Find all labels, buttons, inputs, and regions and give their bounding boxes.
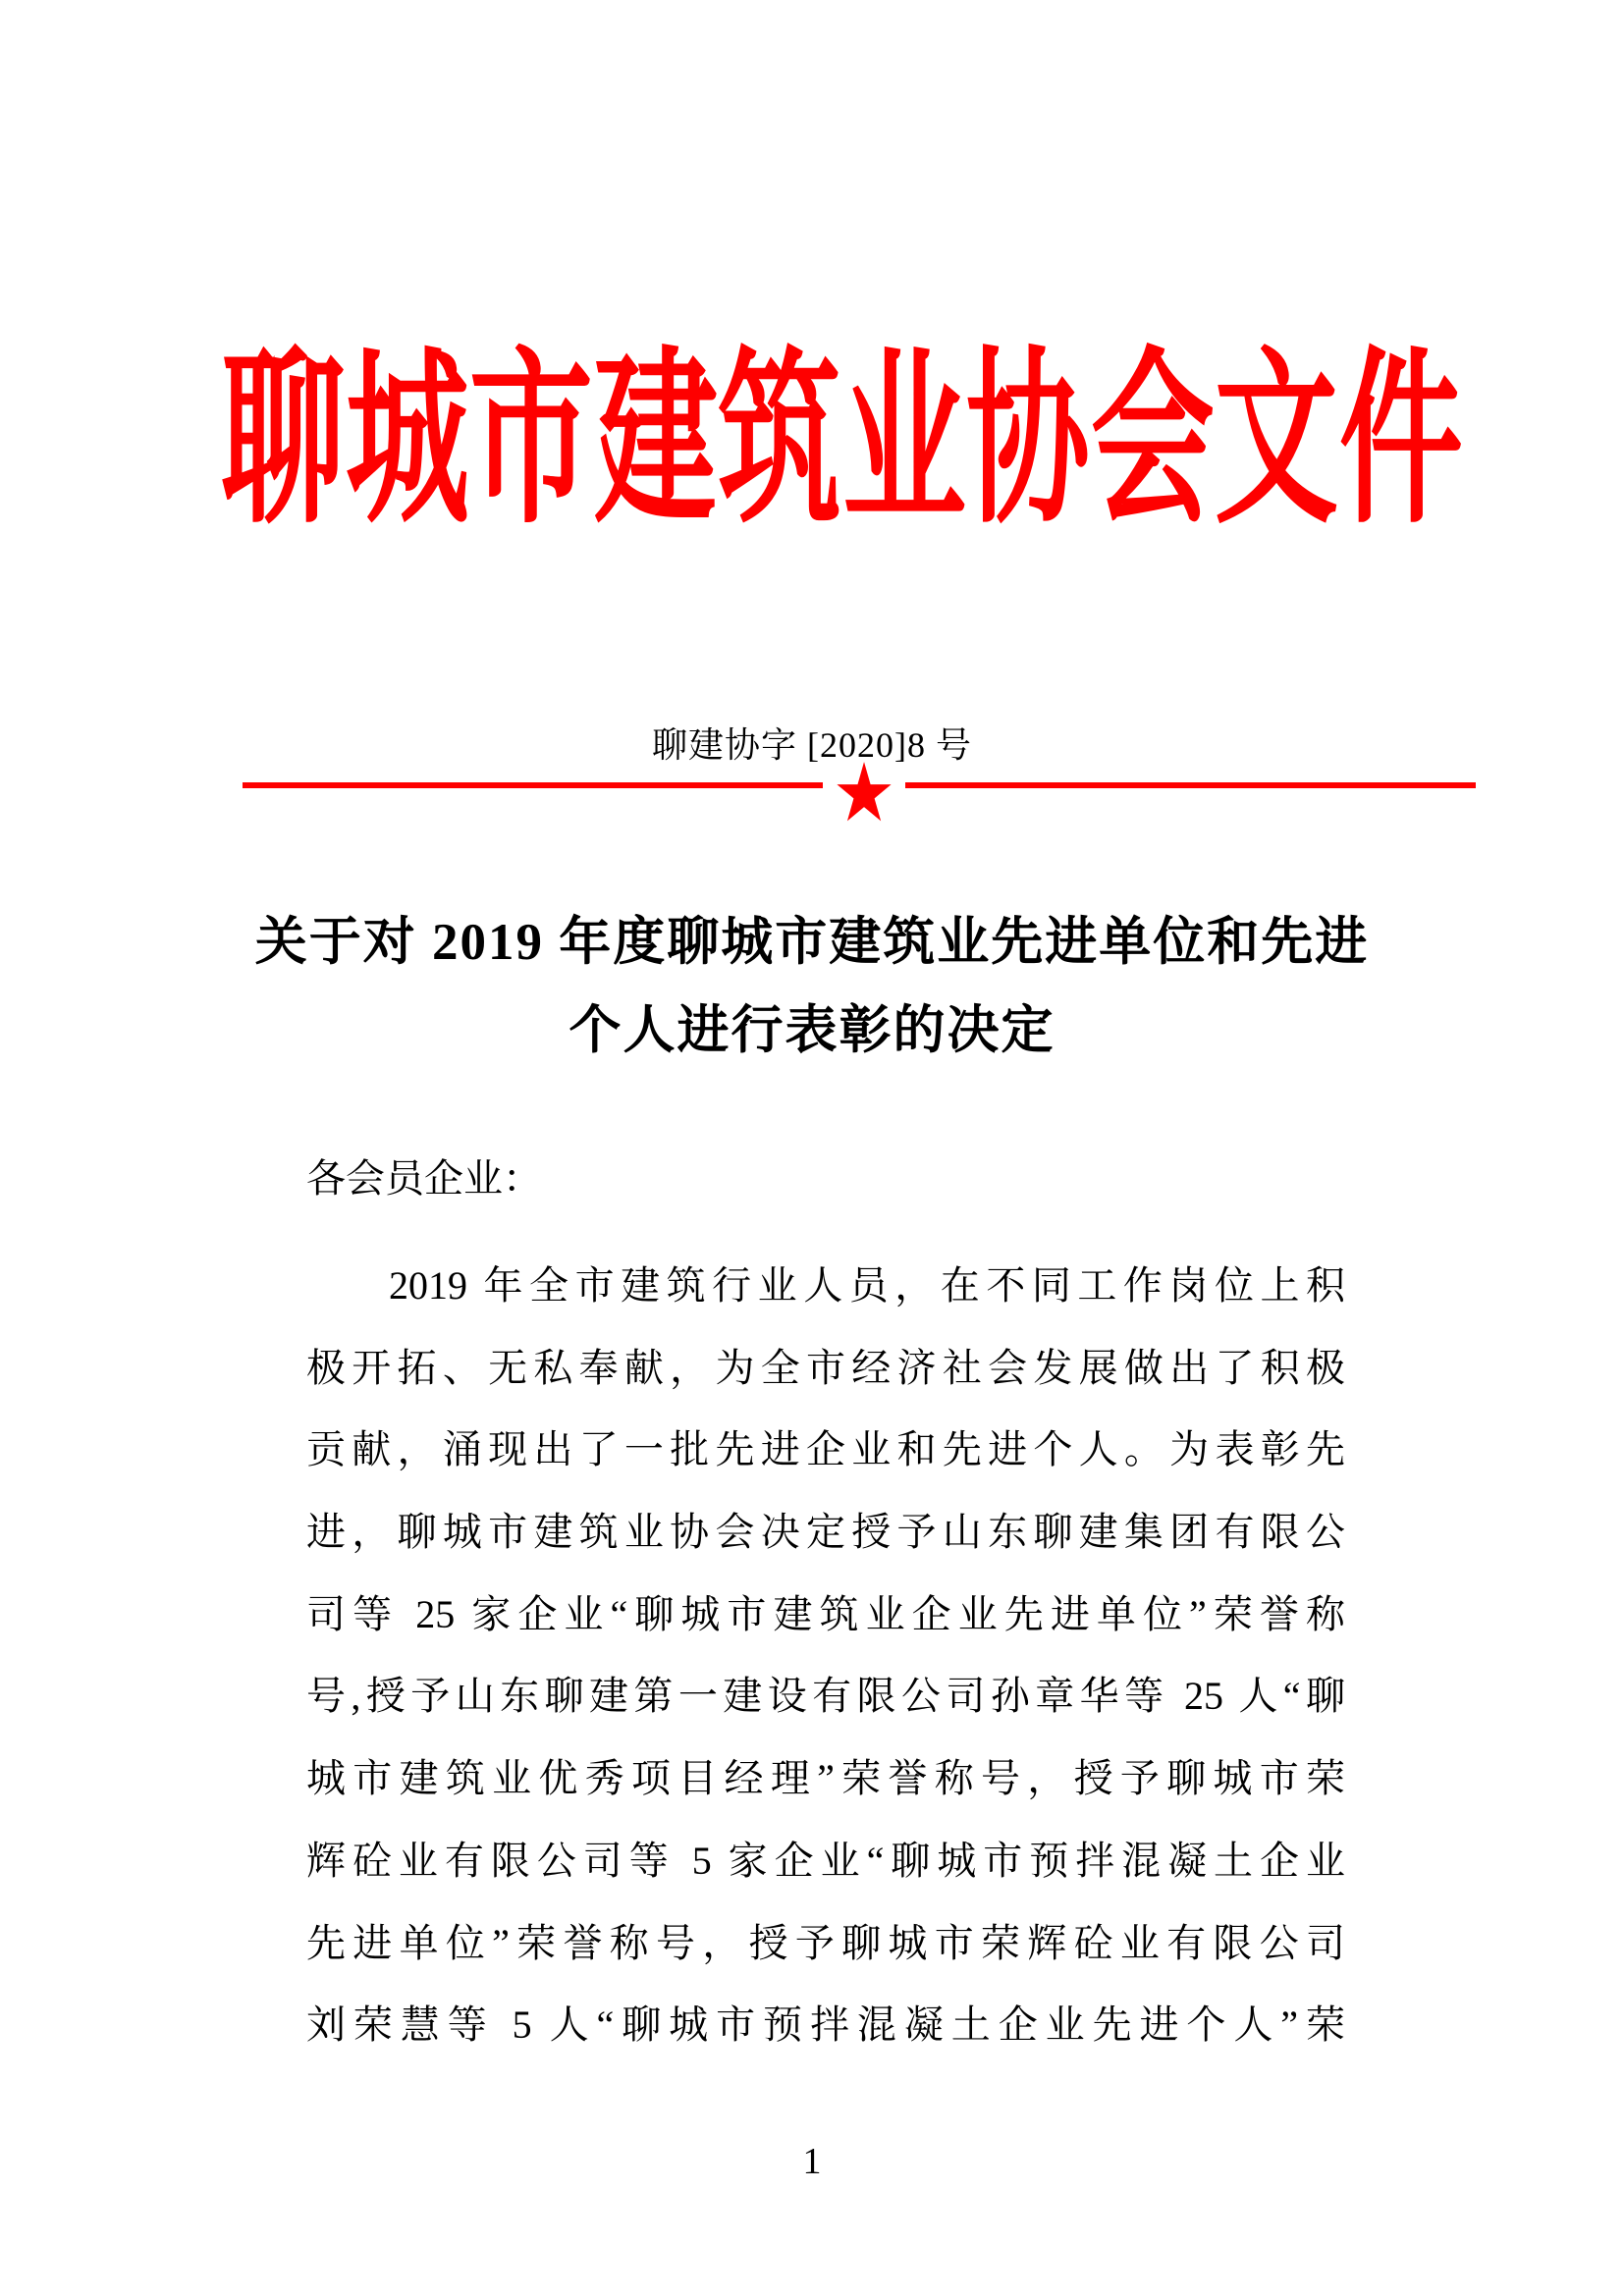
body-line: 号,授予山东聊建第一建设有限公司孙章华等 25 人“聊 (306, 1674, 1345, 1719)
org-title-char: 业 (841, 337, 966, 546)
page-number: 1 (802, 2141, 822, 2182)
body-line: 城市建筑业优秀项目经理”荣誉称号，授予聊城市荣 (306, 1756, 1345, 1801)
org-title-char: 城 (345, 337, 469, 546)
document-title-line2: 个人进行表彰的决定 (568, 1002, 1056, 1059)
red-star-icon: ★ (832, 744, 896, 840)
body-line: 司等 25 家企业“聊城市建筑业企业先进单位”荣誉称 (306, 1591, 1345, 1636)
org-title-char: 文 (1215, 337, 1339, 546)
org-title-char: 建 (593, 337, 718, 546)
document-title-line1: 关于对 2019 年度聊城市建筑业先进单位和先进 (254, 914, 1370, 971)
document-title (0, 898, 1624, 1075)
body-line: 先进单位”荣誉称号，授予聊城市荣辉砼业有限公司 (306, 1920, 1345, 1965)
org-title-char: 件 (1338, 337, 1463, 546)
red-rule-left (243, 782, 823, 788)
body-line: 2019 年全市建筑行业人员，在不同工作岗位上积 (389, 1263, 1345, 1308)
doc-number: 聊建协字 [2020]8 号 (652, 725, 972, 765)
org-title-char: 筑 (718, 337, 841, 546)
org-title-char: 市 (469, 337, 593, 546)
org-title (221, 337, 1463, 546)
body-line: 进，聊城市建筑业协会决定授予山东聊建集团有限公 (306, 1510, 1345, 1555)
org-title-char: 聊 (221, 337, 345, 546)
body-paragraph (306, 1245, 1345, 2066)
red-rule-right (905, 782, 1476, 788)
body-line: 贡献，涌现出了一批先进企业和先进个人。为表彰先 (306, 1427, 1345, 1472)
salutation: 各会员企业： (306, 1156, 542, 1201)
body-line: 刘荣慧等 5 人“聊城市预拌混凝土企业先进个人”荣 (306, 2002, 1345, 2048)
org-title-char: 会 (1090, 337, 1215, 546)
body-line: 极开拓、无私奉献，为全市经济社会发展做出了积极 (306, 1345, 1345, 1390)
body-line: 辉砼业有限公司等 5 家企业“聊城市预拌混凝土企业 (306, 1838, 1345, 1883)
org-title-char: 协 (966, 337, 1091, 546)
